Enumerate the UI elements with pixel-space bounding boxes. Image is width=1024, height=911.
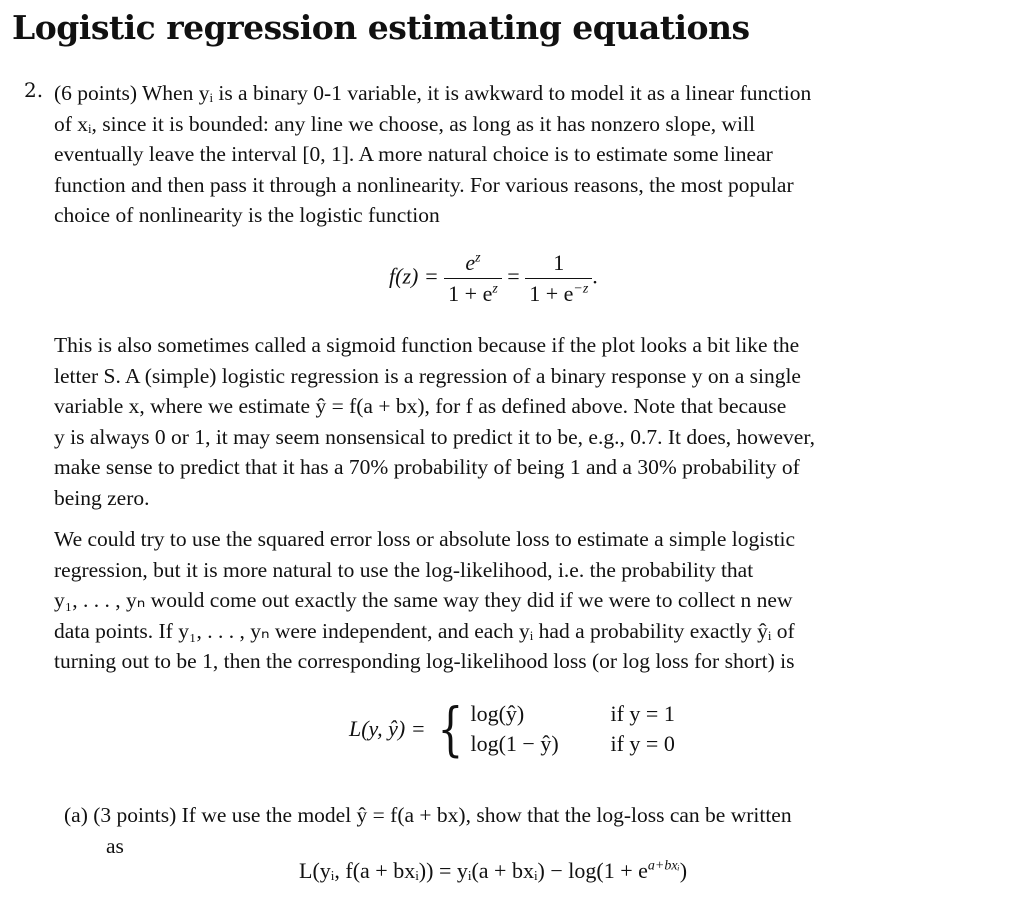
part-a-eq-sup: a+bxᵢ bbox=[647, 858, 680, 874]
left-brace: { bbox=[437, 695, 463, 763]
eq1-frac1-den-sup: z bbox=[492, 281, 498, 297]
text-line: of xᵢ, since it is bounded: any line we choose, as long as it has nonzero slope, will bbox=[54, 111, 755, 136]
part-a bbox=[64, 800, 999, 861]
text-line: regression, but it is more natural to use the log-likelihood, i.e. the probability that bbox=[54, 557, 754, 582]
paragraph-sigmoid bbox=[54, 330, 999, 513]
text-line: letter S. A (simple) logistic regression is a regression of a binary response y on a single bbox=[54, 363, 801, 388]
eq1-fraction-2 bbox=[525, 250, 592, 307]
case-1: log(ŷ) bbox=[470, 701, 525, 726]
problem-number: 2. bbox=[24, 78, 44, 102]
eq1-equals: = bbox=[507, 263, 520, 289]
eq1-frac1-den: 1 + e bbox=[448, 281, 493, 306]
text-line: variable x, where we estimate ŷ = f(a + bx), for f as defined above. Note that because bbox=[54, 394, 787, 418]
cases-table bbox=[470, 701, 674, 757]
eq1-frac2-den: 1 + e bbox=[529, 281, 574, 306]
text-line: y₁, . . . , yₙ would come out exactly the same way they did if we were to collect n new bbox=[54, 588, 793, 612]
text-line: choice of nonlinearity is the logistic function bbox=[54, 203, 440, 227]
part-a-text: (3 points) If we use the model ŷ = f(a + bx), show that the log-loss can be written bbox=[93, 803, 792, 827]
case-2: log(1 − ŷ) bbox=[470, 731, 559, 756]
text-line: function and then pass it through a nonlinearity. For various reasons, the most popular bbox=[54, 172, 794, 197]
eq1-frac2-num: 1 bbox=[525, 250, 592, 279]
part-a-label: (a) bbox=[64, 803, 88, 827]
text-line: being zero. bbox=[54, 485, 150, 510]
text-line: y is always 0 or 1, it may seem nonsensical to predict it to be, e.g., 0.7. It does, however, bbox=[54, 424, 816, 449]
text-line: data points. If y₁, . . . , yₙ were independent, and each yᵢ had a probability exactly ŷᵢ of bbox=[54, 618, 795, 643]
text-line: make sense to predict that it has a 70% probability of being 1 and a 30% probability of bbox=[54, 455, 800, 479]
cond-2: if y = 0 bbox=[610, 731, 675, 756]
text-line: eventually leave the interval [0, 1]. A more natural choice is to estimate some linear bbox=[54, 142, 773, 166]
paragraph-intro bbox=[54, 78, 999, 231]
text-line: We could try to use the squared error loss or absolute loss to estimate a simple logistic bbox=[54, 527, 796, 551]
eq1-period: . bbox=[592, 263, 598, 289]
log-loss-equation bbox=[349, 695, 675, 763]
part-a-line-2: as bbox=[106, 833, 124, 858]
eq1-fraction-1 bbox=[444, 250, 502, 307]
text-line: (6 points) When yᵢ is a binary 0-1 variable, it is awkward to model it as a linear function bbox=[54, 81, 812, 105]
part-a-equation bbox=[299, 858, 687, 884]
eq1-frac1-num: e bbox=[465, 250, 476, 275]
page-title: Logistic regression estimating equations bbox=[12, 8, 750, 47]
part-a-eq-body: L(yᵢ, f(a + bxᵢ)) = yᵢ(a + bxᵢ) − log(1 + e bbox=[299, 858, 648, 883]
eq2-lhs: L(y, ŷ) = bbox=[349, 716, 426, 741]
text-line: turning out to be 1, then the corresponding log-likelihood loss (or log loss for short) is bbox=[54, 649, 795, 673]
text-line: This is also sometimes called a sigmoid function because if the plot looks a bit like the bbox=[54, 333, 800, 357]
paragraph-log-likelihood bbox=[54, 524, 999, 677]
logistic-function-equation bbox=[389, 250, 598, 307]
cond-1: if y = 1 bbox=[610, 701, 675, 726]
eq1-lhs: f(z) = bbox=[389, 263, 439, 289]
eq1-frac1-num-sup: z bbox=[475, 250, 481, 266]
part-a-line-1 bbox=[64, 800, 999, 831]
part-a-eq-close: ) bbox=[679, 858, 688, 883]
eq1-frac2-den-sup: −z bbox=[573, 281, 589, 297]
